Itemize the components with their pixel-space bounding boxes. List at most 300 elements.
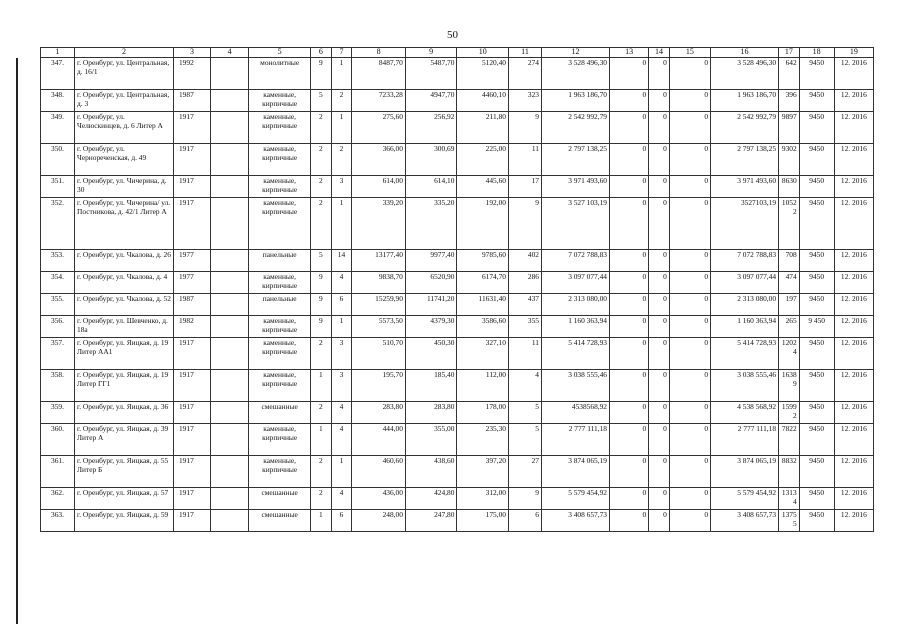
- address-cell: г. Оренбург, ул. Яицкая, д. 39 Литер А: [75, 424, 174, 456]
- col15-cell: 0: [669, 456, 710, 488]
- deadline-cell: 12. 2016: [834, 402, 873, 424]
- col4-cell: [211, 250, 249, 272]
- col13-cell: 0: [610, 424, 649, 456]
- col15-cell: 0: [669, 316, 710, 338]
- year-cell: 1917: [173, 488, 210, 510]
- col13-cell: 0: [610, 112, 649, 144]
- column-header-14: 14: [649, 48, 670, 58]
- col15-cell: 0: [669, 510, 710, 532]
- col14-cell: 0: [649, 198, 670, 250]
- total-cost-cell: 3 038 555,46: [541, 370, 609, 402]
- cost-per-m2-cell: 265: [779, 316, 800, 338]
- deadline-cell: 12. 2016: [834, 198, 873, 250]
- address-cell: г. Оренбург, ул. Яицкая, д. 57: [75, 488, 174, 510]
- wall-material-cell: каменные, кирпичные: [249, 338, 311, 370]
- wall-material-cell: каменные, кирпичные: [249, 456, 311, 488]
- total-area-cell: 510,70: [352, 338, 406, 370]
- col13-cell: 0: [610, 402, 649, 424]
- column-header-1: 1: [41, 48, 75, 58]
- address-cell: г. Оренбург, ул. Центральная, д. 16/1: [75, 58, 174, 90]
- deadline-cell: 12. 2016: [834, 176, 873, 198]
- address-cell: г. Оренбург, ул. Чкалова, д. 4: [75, 272, 174, 294]
- wall-material-cell: каменные, кирпичные: [249, 370, 311, 402]
- col13-cell: 0: [610, 370, 649, 402]
- column-header-12: 12: [541, 48, 609, 58]
- table-row: [41, 488, 874, 510]
- total-area-cell: 444,00: [352, 424, 406, 456]
- wall-material-cell: монолитные: [249, 58, 311, 90]
- floors-cell: 2: [311, 456, 332, 488]
- col15-cell: 0: [669, 294, 710, 316]
- residential-area-cell: 11631,40: [457, 294, 509, 316]
- limit-cell: 9450: [799, 338, 834, 370]
- address-cell: г. Оренбург, ул. Чернореченская, д. 49: [75, 144, 174, 176]
- column-header-10: 10: [457, 48, 509, 58]
- residential-area-cell: 178,00: [457, 402, 509, 424]
- table-row: [41, 456, 874, 488]
- year-cell: 1917: [173, 510, 210, 532]
- address-cell: г. Оренбург, ул. Чичерина/ ул. Постникова, д. 42/1 Литер А: [75, 198, 174, 250]
- floors-cell: 9: [311, 272, 332, 294]
- final-cost-cell: 3527103,19: [711, 198, 779, 250]
- wall-material-cell: каменные, кирпичные: [249, 198, 311, 250]
- col13-cell: 0: [610, 338, 649, 370]
- col14-cell: 0: [649, 402, 670, 424]
- cost-per-m2-cell: 8832: [779, 456, 800, 488]
- final-cost-cell: 1 160 363,94: [711, 316, 779, 338]
- col4-cell: [211, 402, 249, 424]
- residential-area-cell: 225,00: [457, 144, 509, 176]
- table-row: [41, 90, 874, 112]
- entrances-cell: 3: [331, 338, 352, 370]
- year-cell: 1917: [173, 198, 210, 250]
- entrances-cell: 1: [331, 456, 352, 488]
- limit-cell: 9450: [799, 90, 834, 112]
- residential-area-cell: 235,30: [457, 424, 509, 456]
- col13-cell: 0: [610, 198, 649, 250]
- year-cell: 1917: [173, 370, 210, 402]
- col15-cell: 0: [669, 198, 710, 250]
- residents-cell: 9: [508, 112, 541, 144]
- column-header-9: 9: [405, 48, 457, 58]
- wall-material-cell: смешанные: [249, 402, 311, 424]
- year-cell: 1987: [173, 294, 210, 316]
- entrances-cell: 2: [331, 144, 352, 176]
- final-cost-cell: 5 579 454,92: [711, 488, 779, 510]
- total-cost-cell: 5 414 728,93: [541, 338, 609, 370]
- col13-cell: 0: [610, 488, 649, 510]
- limit-cell: 9450: [799, 456, 834, 488]
- total-area-cell: 283,80: [352, 402, 406, 424]
- living-area-cell: 247,80: [405, 510, 457, 532]
- residential-area-cell: 112,00: [457, 370, 509, 402]
- total-cost-cell: 1 963 186,70: [541, 90, 609, 112]
- address-cell: г. Оренбург, ул. Шевченко, д. 18а: [75, 316, 174, 338]
- address-cell: г. Оренбург, ул. Чкалова, д. 52: [75, 294, 174, 316]
- wall-material-cell: смешанные: [249, 510, 311, 532]
- col4-cell: [211, 58, 249, 90]
- residential-area-cell: 5120,40: [457, 58, 509, 90]
- total-area-cell: 248,00: [352, 510, 406, 532]
- row-number: 348.: [41, 90, 75, 112]
- page-number: 50: [447, 29, 458, 41]
- entrances-cell: 4: [331, 272, 352, 294]
- total-area-cell: 275,60: [352, 112, 406, 144]
- entrances-cell: 2: [331, 90, 352, 112]
- cost-per-m2-cell: 16389: [779, 370, 800, 402]
- wall-material-cell: каменные, кирпичные: [249, 90, 311, 112]
- final-cost-cell: 3 097 077,44: [711, 272, 779, 294]
- col14-cell: 0: [649, 58, 670, 90]
- residential-area-cell: 312,00: [457, 488, 509, 510]
- final-cost-cell: 3 971 493,60: [711, 176, 779, 198]
- residential-area-cell: 397,20: [457, 456, 509, 488]
- col4-cell: [211, 488, 249, 510]
- year-cell: 1917: [173, 402, 210, 424]
- entrances-cell: 6: [331, 510, 352, 532]
- wall-material-cell: каменные, кирпичные: [249, 424, 311, 456]
- total-area-cell: 5573,50: [352, 316, 406, 338]
- cost-per-m2-cell: 10522: [779, 198, 800, 250]
- final-cost-cell: 3 038 555,46: [711, 370, 779, 402]
- entrances-cell: 3: [331, 370, 352, 402]
- column-header-16: 16: [711, 48, 779, 58]
- row-number: 361.: [41, 456, 75, 488]
- col15-cell: 0: [669, 272, 710, 294]
- address-cell: г. Оренбург, ул. Яицкая, д. 59: [75, 510, 174, 532]
- column-header-6: 6: [311, 48, 332, 58]
- limit-cell: 9450: [799, 424, 834, 456]
- col14-cell: 0: [649, 294, 670, 316]
- final-cost-cell: 2 797 138,25: [711, 144, 779, 176]
- entrances-cell: 4: [331, 488, 352, 510]
- year-cell: 1917: [173, 176, 210, 198]
- floors-cell: 1: [311, 424, 332, 456]
- total-area-cell: 13177,40: [352, 250, 406, 272]
- residents-cell: 5: [508, 402, 541, 424]
- col14-cell: 0: [649, 456, 670, 488]
- deadline-cell: 12. 2016: [834, 58, 873, 90]
- col15-cell: 0: [669, 488, 710, 510]
- deadline-cell: 12. 2016: [834, 370, 873, 402]
- col14-cell: 0: [649, 424, 670, 456]
- address-cell: г. Оренбург, ул. Центральная, д. 3: [75, 90, 174, 112]
- living-area-cell: 9977,40: [405, 250, 457, 272]
- total-cost-cell: 2 777 111,18: [541, 424, 609, 456]
- entrances-cell: 1: [331, 198, 352, 250]
- limit-cell: 9450: [799, 58, 834, 90]
- row-number: 352.: [41, 198, 75, 250]
- table-body: [41, 58, 874, 532]
- col13-cell: 0: [610, 316, 649, 338]
- total-cost-cell: 3 408 657,73: [541, 510, 609, 532]
- col4-cell: [211, 338, 249, 370]
- limit-cell: 9 450: [799, 316, 834, 338]
- row-number: 355.: [41, 294, 75, 316]
- residents-cell: 355: [508, 316, 541, 338]
- deadline-cell: 12. 2016: [834, 90, 873, 112]
- column-header-2: 2: [75, 48, 174, 58]
- total-cost-cell: 3 527 103,19: [541, 198, 609, 250]
- living-area-cell: 424,80: [405, 488, 457, 510]
- col13-cell: 0: [610, 90, 649, 112]
- table-row: [41, 176, 874, 198]
- table-row: [41, 424, 874, 456]
- col4-cell: [211, 272, 249, 294]
- scan-edge-bar: [16, 58, 18, 624]
- cost-per-m2-cell: 12024: [779, 338, 800, 370]
- deadline-cell: 12. 2016: [834, 510, 873, 532]
- col15-cell: 0: [669, 144, 710, 176]
- floors-cell: 2: [311, 198, 332, 250]
- year-cell: 1917: [173, 456, 210, 488]
- col4-cell: [211, 112, 249, 144]
- residents-cell: 17: [508, 176, 541, 198]
- final-cost-cell: 4 538 568,92: [711, 402, 779, 424]
- living-area-cell: 185,40: [405, 370, 457, 402]
- limit-cell: 9450: [799, 402, 834, 424]
- row-number: 356.: [41, 316, 75, 338]
- residents-cell: 402: [508, 250, 541, 272]
- floors-cell: 9: [311, 294, 332, 316]
- residents-cell: 437: [508, 294, 541, 316]
- residential-area-cell: 175,00: [457, 510, 509, 532]
- entrances-cell: 1: [331, 112, 352, 144]
- living-area-cell: 6520,90: [405, 272, 457, 294]
- col13-cell: 0: [610, 456, 649, 488]
- row-number: 360.: [41, 424, 75, 456]
- address-cell: г. Оренбург, ул. Яицкая, д. 55 Литер Б: [75, 456, 174, 488]
- col14-cell: 0: [649, 510, 670, 532]
- limit-cell: 9450: [799, 510, 834, 532]
- col4-cell: [211, 424, 249, 456]
- column-header-5: 5: [249, 48, 311, 58]
- total-area-cell: 339,20: [352, 198, 406, 250]
- final-cost-cell: 5 414 728,93: [711, 338, 779, 370]
- column-header-row: [41, 48, 874, 58]
- deadline-cell: 12. 2016: [834, 338, 873, 370]
- total-area-cell: 15259,90: [352, 294, 406, 316]
- col15-cell: 0: [669, 176, 710, 198]
- col13-cell: 0: [610, 510, 649, 532]
- final-cost-cell: 3 874 065,19: [711, 456, 779, 488]
- address-cell: г. Оренбург, ул. Яицкая, д. 19 Литер ГГ1: [75, 370, 174, 402]
- cost-per-m2-cell: 642: [779, 58, 800, 90]
- column-header-19: 19: [834, 48, 873, 58]
- deadline-cell: 12. 2016: [834, 424, 873, 456]
- column-header-11: 11: [508, 48, 541, 58]
- wall-material-cell: смешанные: [249, 488, 311, 510]
- row-number: 354.: [41, 272, 75, 294]
- living-area-cell: 335,20: [405, 198, 457, 250]
- total-area-cell: 195,70: [352, 370, 406, 402]
- floors-cell: 5: [311, 90, 332, 112]
- floors-cell: 1: [311, 510, 332, 532]
- total-area-cell: 7233,28: [352, 90, 406, 112]
- col4-cell: [211, 510, 249, 532]
- deadline-cell: 12. 2016: [834, 144, 873, 176]
- col15-cell: 0: [669, 112, 710, 144]
- floors-cell: 2: [311, 402, 332, 424]
- residents-cell: 11: [508, 338, 541, 370]
- col15-cell: 0: [669, 424, 710, 456]
- limit-cell: 9450: [799, 112, 834, 144]
- floors-cell: 2: [311, 144, 332, 176]
- table-row: [41, 338, 874, 370]
- deadline-cell: 12. 2016: [834, 250, 873, 272]
- col13-cell: 0: [610, 176, 649, 198]
- table-row: [41, 112, 874, 144]
- floors-cell: 1: [311, 370, 332, 402]
- total-area-cell: 436,00: [352, 488, 406, 510]
- wall-material-cell: каменные, кирпичные: [249, 176, 311, 198]
- floors-cell: 9: [311, 316, 332, 338]
- limit-cell: 9450: [799, 370, 834, 402]
- residential-area-cell: 211,80: [457, 112, 509, 144]
- row-number: 351.: [41, 176, 75, 198]
- year-cell: 1992: [173, 58, 210, 90]
- limit-cell: 9450: [799, 272, 834, 294]
- residential-area-cell: 3586,60: [457, 316, 509, 338]
- col15-cell: 0: [669, 90, 710, 112]
- table-row: [41, 250, 874, 272]
- wall-material-cell: панельные: [249, 250, 311, 272]
- living-area-cell: 614,10: [405, 176, 457, 198]
- entrances-cell: 1: [331, 58, 352, 90]
- address-cell: г. Оренбург, ул. Челюскинцев, д. 6 Литер А: [75, 112, 174, 144]
- floors-cell: 2: [311, 112, 332, 144]
- col14-cell: 0: [649, 144, 670, 176]
- address-cell: г. Оренбург, ул. Яицкая, д. 19 Литер АА1: [75, 338, 174, 370]
- total-area-cell: 614,00: [352, 176, 406, 198]
- living-area-cell: 438,60: [405, 456, 457, 488]
- wall-material-cell: каменные, кирпичные: [249, 272, 311, 294]
- col15-cell: 0: [669, 402, 710, 424]
- column-header-8: 8: [352, 48, 406, 58]
- residents-cell: 323: [508, 90, 541, 112]
- living-area-cell: 11741,20: [405, 294, 457, 316]
- col13-cell: 0: [610, 294, 649, 316]
- total-area-cell: 8487,70: [352, 58, 406, 90]
- cost-per-m2-cell: 474: [779, 272, 800, 294]
- final-cost-cell: 3 408 657,73: [711, 510, 779, 532]
- entrances-cell: 1: [331, 316, 352, 338]
- cost-per-m2-cell: 13134: [779, 488, 800, 510]
- living-area-cell: 300,69: [405, 144, 457, 176]
- address-cell: г. Оренбург, ул. Чкалова, д. 26: [75, 250, 174, 272]
- floors-cell: 2: [311, 338, 332, 370]
- column-header-13: 13: [610, 48, 649, 58]
- final-cost-cell: 2 313 080,00: [711, 294, 779, 316]
- col4-cell: [211, 370, 249, 402]
- cost-per-m2-cell: 7822: [779, 424, 800, 456]
- col4-cell: [211, 176, 249, 198]
- residents-cell: 5: [508, 424, 541, 456]
- col14-cell: 0: [649, 488, 670, 510]
- row-number: 353.: [41, 250, 75, 272]
- limit-cell: 9450: [799, 198, 834, 250]
- deadline-cell: 12. 2016: [834, 488, 873, 510]
- total-cost-cell: 3 874 065,19: [541, 456, 609, 488]
- final-cost-cell: 3 528 496,30: [711, 58, 779, 90]
- entrances-cell: 4: [331, 402, 352, 424]
- living-area-cell: 4379,30: [405, 316, 457, 338]
- total-cost-cell: 3 528 496,30: [541, 58, 609, 90]
- address-cell: г. Оренбург, ул. Яицкая, д. 36: [75, 402, 174, 424]
- deadline-cell: 12. 2016: [834, 294, 873, 316]
- col14-cell: 0: [649, 176, 670, 198]
- wall-material-cell: каменные, кирпичные: [249, 316, 311, 338]
- residents-cell: 274: [508, 58, 541, 90]
- residential-area-cell: 9785,60: [457, 250, 509, 272]
- residential-area-cell: 6174,70: [457, 272, 509, 294]
- col15-cell: 0: [669, 370, 710, 402]
- year-cell: 1917: [173, 112, 210, 144]
- col15-cell: 0: [669, 250, 710, 272]
- cost-per-m2-cell: 15992: [779, 402, 800, 424]
- cost-per-m2-cell: 13755: [779, 510, 800, 532]
- floors-cell: 5: [311, 250, 332, 272]
- total-cost-cell: 3 097 077,44: [541, 272, 609, 294]
- residents-cell: 11: [508, 144, 541, 176]
- table-row: [41, 294, 874, 316]
- year-cell: 1917: [173, 338, 210, 370]
- total-area-cell: 460,60: [352, 456, 406, 488]
- total-area-cell: 366,00: [352, 144, 406, 176]
- row-number: 359.: [41, 402, 75, 424]
- col14-cell: 0: [649, 112, 670, 144]
- col4-cell: [211, 316, 249, 338]
- residential-area-cell: 192,00: [457, 198, 509, 250]
- residents-cell: 286: [508, 272, 541, 294]
- total-cost-cell: 4538568,92: [541, 402, 609, 424]
- col4-cell: [211, 198, 249, 250]
- col15-cell: 0: [669, 338, 710, 370]
- table-row: [41, 370, 874, 402]
- limit-cell: 9450: [799, 176, 834, 198]
- residents-cell: 4: [508, 370, 541, 402]
- residents-cell: 27: [508, 456, 541, 488]
- column-header-17: 17: [779, 48, 800, 58]
- residential-area-cell: 327,10: [457, 338, 509, 370]
- residents-cell: 9: [508, 488, 541, 510]
- table-row: [41, 316, 874, 338]
- total-cost-cell: 2 313 080,00: [541, 294, 609, 316]
- col13-cell: 0: [610, 144, 649, 176]
- cost-per-m2-cell: 197: [779, 294, 800, 316]
- final-cost-cell: 2 777 111,18: [711, 424, 779, 456]
- year-cell: 1917: [173, 144, 210, 176]
- cost-per-m2-cell: 9897: [779, 112, 800, 144]
- table-row: [41, 402, 874, 424]
- entrances-cell: 14: [331, 250, 352, 272]
- row-number: 349.: [41, 112, 75, 144]
- wall-material-cell: каменные, кирпичные: [249, 112, 311, 144]
- cost-per-m2-cell: 708: [779, 250, 800, 272]
- total-area-cell: 9838,70: [352, 272, 406, 294]
- year-cell: 1917: [173, 424, 210, 456]
- row-number: 357.: [41, 338, 75, 370]
- entrances-cell: 3: [331, 176, 352, 198]
- limit-cell: 9450: [799, 488, 834, 510]
- row-number: 350.: [41, 144, 75, 176]
- living-area-cell: 355,00: [405, 424, 457, 456]
- year-cell: 1982: [173, 316, 210, 338]
- column-header-4: 4: [211, 48, 249, 58]
- residents-cell: 9: [508, 198, 541, 250]
- living-area-cell: 450,30: [405, 338, 457, 370]
- final-cost-cell: 1 963 186,70: [711, 90, 779, 112]
